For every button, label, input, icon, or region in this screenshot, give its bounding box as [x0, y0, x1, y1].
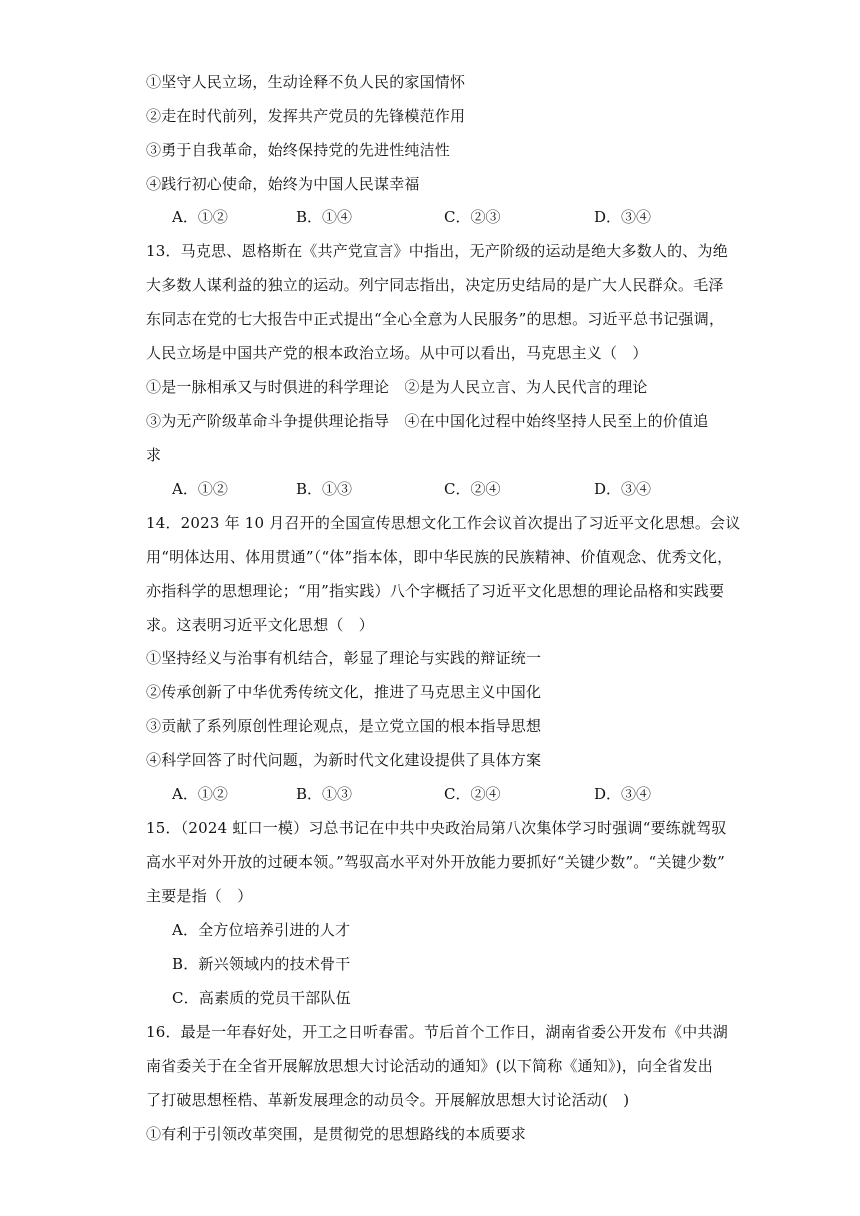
q13-option-b[interactable]: B．①③ — [296, 480, 353, 498]
q13-option-a[interactable]: A．①② — [172, 480, 228, 498]
q14-option-b[interactable]: B．①③ — [296, 785, 353, 803]
q14-options — [0, 784, 860, 804]
q13-statement-3: 求 — [146, 446, 162, 464]
q12-options — [0, 207, 860, 227]
q13-option-c[interactable]: C．②④ — [444, 480, 501, 498]
q14-stem-line-1: 14．2023 年 10 月召开的全国宣传思想文化工作会议首次提出了习近平文化思想。会议 — [146, 514, 741, 532]
q14-option-a[interactable]: A．①② — [172, 785, 228, 803]
q12-statement-1: ①坚守人民立场，生动诠释不负人民的家国情怀 — [146, 73, 466, 91]
q13-stem-line-1: 13．马克思、恩格斯在《共产党宣言》中指出，无产阶级的运动是绝大多数人的、为绝 — [146, 242, 728, 260]
q13-stem-line-4: 人民立场是中国共产党的根本政治立场。从中可以看出，马克思主义（ ） — [146, 344, 648, 362]
q13-statement-2: ③为无产阶级革命斗争提供理论指导 ④在中国化过程中始终坚持人民至上的价值追 — [146, 412, 709, 430]
q12-option-a[interactable]: A．①② — [172, 208, 228, 226]
q14-stem-line-3: 亦指科学的思想理论；“用”指实践）八个字概括了习近平文化思想的理论品格和实践要 — [146, 582, 725, 600]
q13-options — [0, 479, 860, 499]
q15-option-c[interactable]: C．高素质的党员干部队伍 — [172, 989, 351, 1007]
q13-stem-line-3: 东同志在党的七大报告中正式提出“全心全意为人民服务”的思想。习近平总书记强调， — [146, 310, 725, 328]
q14-statement-4: ④科学回答了时代问题，为新时代文化建设提供了具体方案 — [146, 751, 542, 769]
q15-stem-line-1: 15．（2024 虹口一模）习总书记在中共中央政治局第八次集体学习时强调“要练就驾驭 — [146, 819, 727, 837]
q14-option-c[interactable]: C．②④ — [444, 785, 501, 803]
q16-stem-line-1: 16．最是一年春好处，开工之日听春雷。节后首个工作日，湖南省委公开发布《中共湖 — [146, 1023, 728, 1041]
q15-option-a[interactable]: A．全方位培养引进的人才 — [172, 921, 351, 939]
q13-statement-1: ①是一脉相承又与时俱进的科学理论 ②是为人民立言、为人民代言的理论 — [146, 378, 648, 396]
q12-statement-3: ③勇于自我革命，始终保持党的先进性纯洁性 — [146, 141, 451, 159]
q16-stem-line-3: 了打破思想桎梏、革新发展理念的动员令。开展解放思想大讨论活动( ) — [146, 1091, 630, 1109]
q13-stem-line-2: 大多数人谋利益的独立的运动。列宁同志指出，决定历史结局的是广大人民群众。毛泽 — [146, 276, 724, 294]
q14-stem-line-2: 用“明体达用、体用贯通”（“体”指本体，即中华民族的民族精神、价值观念、优秀文化， — [146, 548, 733, 566]
q12-statement-2: ②走在时代前列，发挥共产党员的先锋模范作用 — [146, 107, 466, 125]
q12-statement-4: ④践行初心使命，始终为中国人民谋幸福 — [146, 175, 420, 193]
q12-option-c[interactable]: C．②③ — [444, 208, 501, 226]
q15-option-b[interactable]: B．新兴领域内的技术骨干 — [172, 955, 351, 973]
q12-option-b[interactable]: B．①④ — [296, 208, 353, 226]
q13-option-d[interactable]: D．③④ — [594, 480, 652, 498]
q12-option-d[interactable]: D．③④ — [594, 208, 652, 226]
q15-stem-line-3: 主要是指（ ） — [146, 887, 253, 905]
q14-option-d[interactable]: D．③④ — [594, 785, 652, 803]
q15-stem-line-2: 高水平对外开放的过硬本领。”驾驭高水平对外开放能力要抓好“关键少数”。“关键少数” — [146, 853, 726, 871]
q16-stem-line-2: 南省委关于在全省开展解放思想大讨论活动的通知》(以下简称《通知》)，向全省发出 — [146, 1057, 714, 1075]
q14-statement-2: ②传承创新了中华优秀传统文化，推进了马克思主义中国化 — [146, 683, 542, 701]
q14-statement-1: ①坚持经义与治事有机结合，彰显了理论与实践的辩证统一 — [146, 649, 542, 667]
q16-statement-1: ①有利于引领改革突围，是贯彻党的思想路线的本质要求 — [146, 1125, 527, 1143]
q14-stem-line-4: 求。这表明习近平文化思想（ ） — [146, 616, 375, 634]
q14-statement-3: ③贡献了系列原创性理论观点，是立党立国的根本指导思想 — [146, 717, 542, 735]
